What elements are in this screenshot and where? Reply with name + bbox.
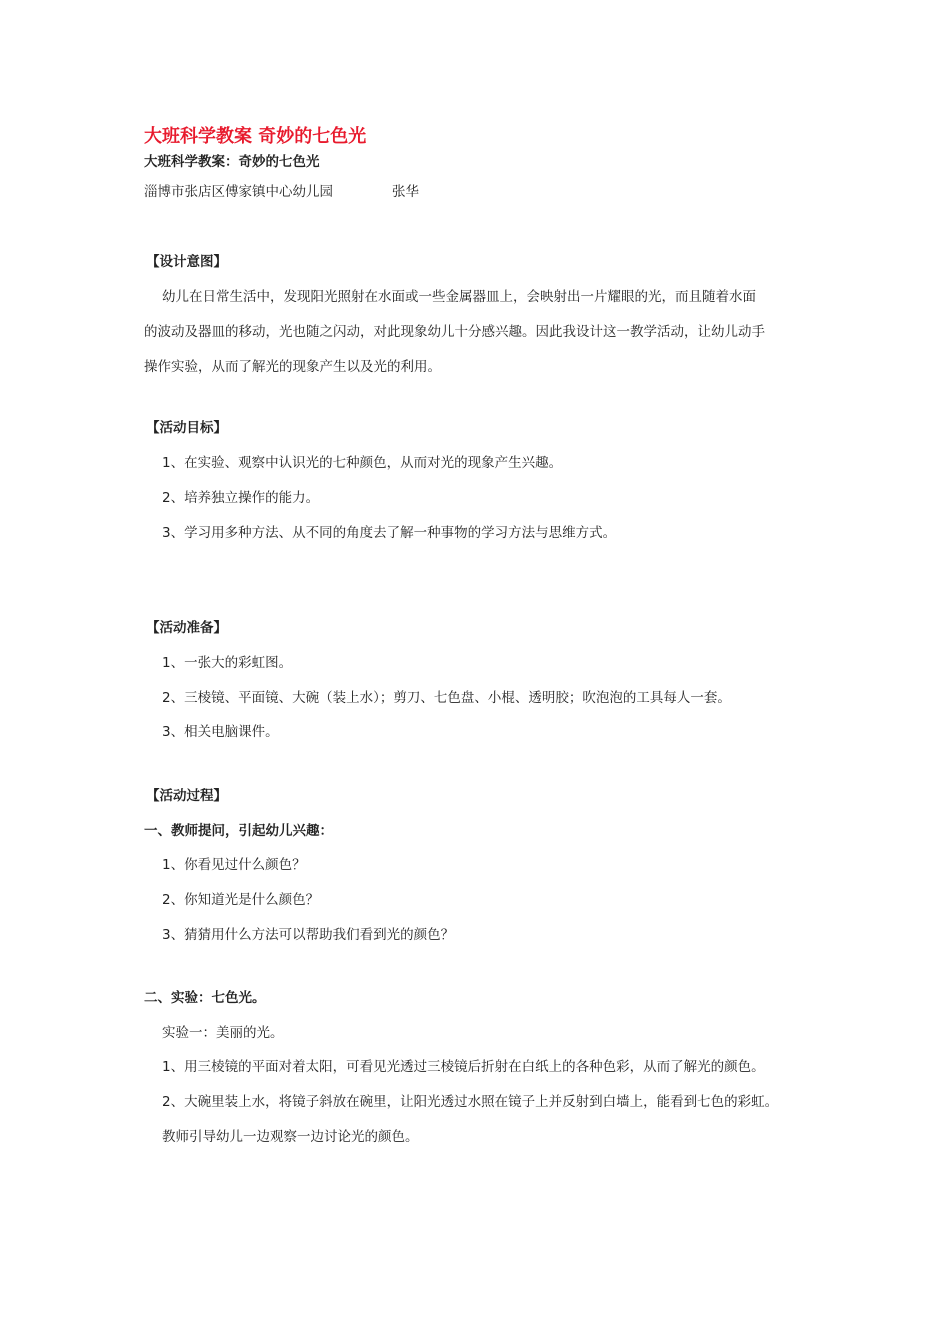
school-name: 淄博市张店区傅家镇中心幼儿园 <box>144 184 333 200</box>
experiment-note: 教师引导幼儿一边观察一边讨论光的颜色。 <box>162 1129 419 1145</box>
design-heading: 【设计意图】 <box>146 254 227 270</box>
goal-item: 1、在实验、观察中认识光的七种颜色，从而对光的现象产生兴趣。 <box>162 455 563 471</box>
design-paragraph-line: 幼儿在日常生活中，发现阳光照射在水面或一些金属器皿上，会映射出一片耀眼的光，而且随着水面 <box>162 289 756 305</box>
process-heading: 【活动过程】 <box>146 788 227 804</box>
document-subtitle: 大班科学教案：奇妙的七色光 <box>144 154 320 170</box>
document-title: 大班科学教案 奇妙的七色光 <box>144 126 367 147</box>
question-item: 1、你看见过什么颜色？ <box>162 857 306 873</box>
prep-item: 3、相关电脑课件。 <box>162 724 279 740</box>
question-item: 3、猜猜用什么方法可以帮助我们看到光的颜色？ <box>162 927 455 943</box>
design-paragraph-line: 的波动及器皿的移动，光也随之闪动，对此现象幼儿十分感兴趣。因此我设计这一教学活动，让幼儿动手 <box>144 324 765 340</box>
prep-item: 1、一张大的彩虹图。 <box>162 655 293 671</box>
goals-heading: 【活动目标】 <box>146 420 227 436</box>
question-item: 2、你知道光是什么颜色？ <box>162 892 320 908</box>
goal-item: 2、培养独立操作的能力。 <box>162 490 320 506</box>
author-name: 张华 <box>392 184 419 200</box>
process-part1-heading: 一、教师提问，引起幼儿兴趣： <box>144 823 333 839</box>
prep-heading: 【活动准备】 <box>146 620 227 636</box>
experiment-subheading: 实验一：美丽的光。 <box>162 1025 284 1041</box>
experiment-item: 2、大碗里装上水，将镜子斜放在碗里，让阳光透过水照在镜子上并反射到白墙上，能看到七色的彩虹。 <box>162 1094 779 1110</box>
experiment-item: 1、用三棱镜的平面对着太阳，可看见光透过三棱镜后折射在白纸上的各种色彩，从而了解光的颜色。 <box>162 1059 765 1075</box>
prep-item: 2、三棱镜、平面镜、大碗（装上水）；剪刀、七色盘、小棍、透明胶；吹泡泡的工具每人一套。 <box>162 690 731 706</box>
process-part2-heading: 二、实验：七色光。 <box>144 990 266 1006</box>
goal-item: 3、学习用多种方法、从不同的角度去了解一种事物的学习方法与思维方式。 <box>162 525 617 541</box>
design-paragraph-line: 操作实验，从而了解光的现象产生以及光的利用。 <box>144 359 441 375</box>
